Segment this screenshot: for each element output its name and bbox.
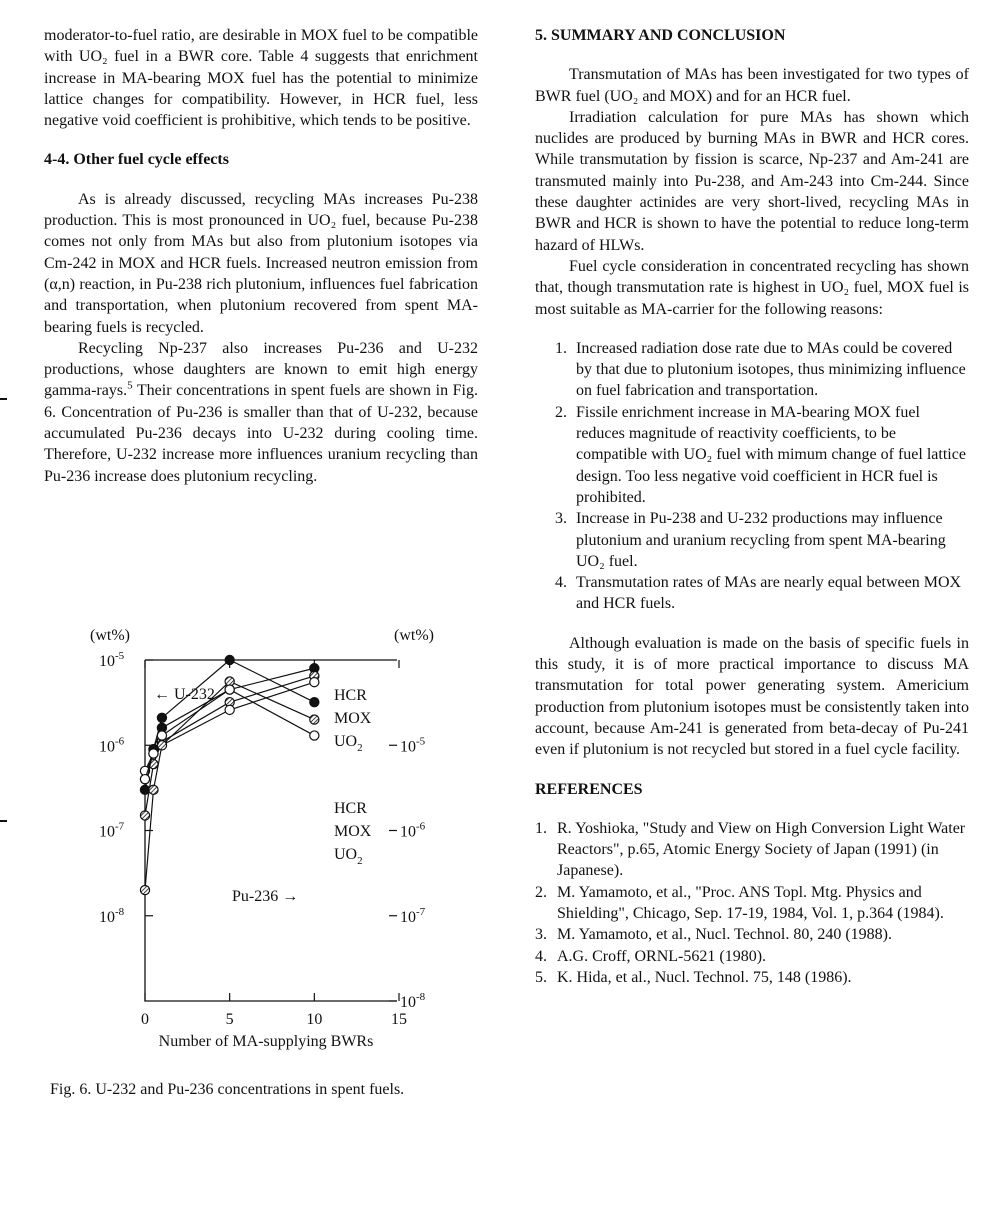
data-point: [310, 731, 319, 740]
list-item: [535, 572, 969, 615]
left-axis-tick-label: $10^{-8}$: [99, 905, 125, 926]
data-point: [310, 698, 319, 707]
reference-text: M. Yamamoto, et al., Nucl. Technol. 80, 240 (1988).: [557, 926, 892, 944]
reference-number: 4.: [535, 947, 547, 965]
data-point: [140, 785, 149, 794]
reference-item: [535, 818, 969, 882]
np237-text-a: Recycling Np-237 also increases Pu-236 and U-232 productions, whose daughters are known to emit high energy gamma-rays.: [44, 339, 478, 400]
list-text: Increased radiation dose rate due to MAs could be covered by that due to plutonium isotopes, thus minimizing influence on fuel fabrication and transportation.: [576, 339, 966, 400]
legend-label: $UO_2$: [334, 733, 363, 754]
chart-svg: [44, 615, 484, 1055]
citation-sup: 5: [127, 380, 133, 393]
figure-caption: Fig. 6. U-232 and Pu-236 concentrations in spent fuels.: [50, 1081, 405, 1098]
left-axis-tick-label: $10^{-5}$: [99, 650, 125, 670]
data-point: [157, 731, 166, 740]
reference-number: 3.: [535, 926, 547, 944]
legend-label: $UO_2$: [334, 846, 363, 867]
left-column: [44, 25, 478, 487]
paragraph-np237: [44, 338, 478, 487]
annotation-pu236: Pu-236 →: [232, 888, 299, 905]
legend-label: MOX: [334, 710, 372, 727]
right-axis-tick-label: $10^{-8}$: [400, 991, 426, 1011]
list-text: Fissile enrichment increase in MA-bearing MOX fuel reduces magnitude of reactivity coefficients, to be compatible with UO₂ fuel with mimum change of fuel lattice design. Too less negative void coefficient in HCR fuel is prohibited.: [576, 403, 966, 506]
right-axis-unit: (wt%): [394, 627, 434, 644]
data-point: [225, 705, 234, 714]
paragraph-pu238: As is already discussed, recycling MAs increases Pu-238 production. This is most pronounced in UO₂ fuel, because Pu-238 comes not only from MAs but also from plutonium isotopes via Cm-242 in MOX and HCR fuels. Increased neutron emission from (α,n) reaction, in Pu-238 rich plutonium, influences fuel fabrication and transportation, when plutonium recovered from spent MA-bearing fuels is recycled.: [44, 190, 478, 336]
list-item: [535, 508, 969, 572]
left-axis-tick-label: $10^{-6}$: [99, 735, 125, 756]
reference-number: 2.: [535, 883, 547, 901]
data-point: [149, 785, 158, 794]
reference-number: 1.: [535, 819, 547, 837]
legend-label: MOX: [334, 823, 372, 840]
data-point: [310, 715, 319, 724]
list-number: 3.: [555, 510, 567, 528]
x-axis-tick-label: 10: [306, 1011, 323, 1028]
reference-item: [535, 924, 969, 945]
list-text: Transmutation rates of MAs are nearly equal between MOX and HCR fuels.: [576, 574, 962, 613]
reference-text: R. Yoshioka, "Study and View on High Conversion Light Water Reactors", p.65, Atomic Energy Society of Japan (1991) (in Japanese).: [557, 819, 966, 880]
right-column: [535, 25, 969, 988]
np237-text-b: Their concentrations in spent fuels are shown in Fig. 6. Concentration of Pu-236 is smaller than that of U-232, because accumulated Pu-236 decays into U-232 during cooling time. Therefore, U-232 increase more influences uranium recycling than Pu-236 increase does plutonium recycling.: [44, 382, 478, 485]
right-axis-tick-label: $10^{-5}$: [400, 735, 426, 756]
paragraph-summary-4: Although evaluation is made on the basis of specific fuels in this study, it is of more practical importance to discuss MA transmutation for total power generating system. Americium production from plutonium isotopes must be consistently taken into account, because Am-241 is generated from beta-decay of Pu-241 even if plutonium is not recycled but stored in a fuel cycle facility.: [535, 634, 969, 759]
x-axis-tick-label: 0: [141, 1011, 149, 1028]
paragraph-summary-3: Fuel cycle consideration in concentrated recycling has shown that, though transmutation rate is highest in UO₂ fuel, MOX fuel is most suitable as MA-carrier for the following reasons:: [535, 257, 969, 318]
margin-mark: [0, 398, 7, 400]
right-axis-tick-label: $10^{-7}$: [400, 905, 426, 926]
x-axis-tick-label: 15: [391, 1011, 407, 1028]
legend-label: HCR: [334, 800, 367, 817]
references-heading: REFERENCES: [535, 780, 643, 798]
paragraph-intro: moderator-to-fuel ratio, are desirable in MOX fuel to be compatible with UO₂ fuel in a BWR core. Table 4 suggests that enrichment increase in MA-bearing MOX fuel has the potential to minimize lattice changes for compatibility. However, in HCR fuel, less negative void coefficient is prohibitive, which tends to be positive.: [44, 27, 478, 130]
data-point: [225, 685, 234, 694]
legend-label: HCR: [334, 687, 367, 704]
reference-text: A.G. Croff, ORNL-5621 (1980).: [557, 947, 767, 965]
annotation-u232: ← U-232: [154, 686, 215, 703]
data-point: [157, 713, 166, 722]
reference-text: M. Yamamoto, et al., "Proc. ANS Topl. Mtg. Physics and Shielding", Chicago, Sep. 17-19, 1984, Vol. 1, p.364 (1984).: [557, 883, 944, 922]
margin-mark: [0, 820, 7, 822]
left-axis-unit: (wt%): [90, 627, 130, 644]
right-axis-tick-label: $10^{-6}$: [400, 820, 426, 841]
list-item: [535, 402, 969, 508]
reference-item: [535, 882, 969, 925]
x-axis-tick-label: 5: [225, 1011, 234, 1028]
list-number: 1.: [555, 339, 567, 357]
reference-number: 5.: [535, 968, 547, 986]
list-text: Increase in Pu-238 and U-232 productions may influence plutonium and uranium recycling from spent MA-bearing UO₂ fuel.: [576, 510, 946, 570]
data-point: [140, 885, 149, 894]
list-number: 2.: [555, 403, 567, 421]
paragraph-summary-2: Irradiation calculation for pure MAs has shown which nuclides are produced by burning MAs in BWR and HCR cores. While transmutation by fission is scarce, Np-237 and Am-241 are transmuted mainly into Pu-238, and Am-243 into Cm-244. Since these daughter actinides are very short-lived, recycling MAs in BWR and HCR is shown to have the potential to reduce long-term hazard of HLWs.: [535, 108, 969, 254]
section-heading-5: 5. SUMMARY AND CONCLUSION: [535, 27, 786, 44]
reference-text: K. Hida, et al., Nucl. Technol. 75, 148 (1986).: [557, 968, 852, 986]
data-point: [140, 811, 149, 820]
data-point: [140, 775, 149, 784]
list-number: 4.: [555, 574, 567, 592]
data-point: [149, 749, 158, 758]
data-point: [310, 678, 319, 687]
section-heading-4-4: 4-4. Other fuel cycle effects: [44, 151, 229, 169]
references-list: [535, 818, 969, 988]
reference-item: [535, 967, 969, 988]
data-point: [225, 655, 234, 664]
reasons-list: [535, 338, 969, 615]
figure-6: [44, 615, 484, 1055]
paragraph-summary-1: Transmutation of MAs has been investigated for two types of BWR fuel (UO₂ and MOX) and for an HCR fuel.: [535, 66, 969, 105]
list-item: [535, 338, 969, 402]
x-axis-label: Number of MA-supplying BWRs: [158, 1033, 374, 1050]
left-axis-tick-label: $10^{-7}$: [99, 820, 125, 841]
reference-item: [535, 946, 969, 967]
